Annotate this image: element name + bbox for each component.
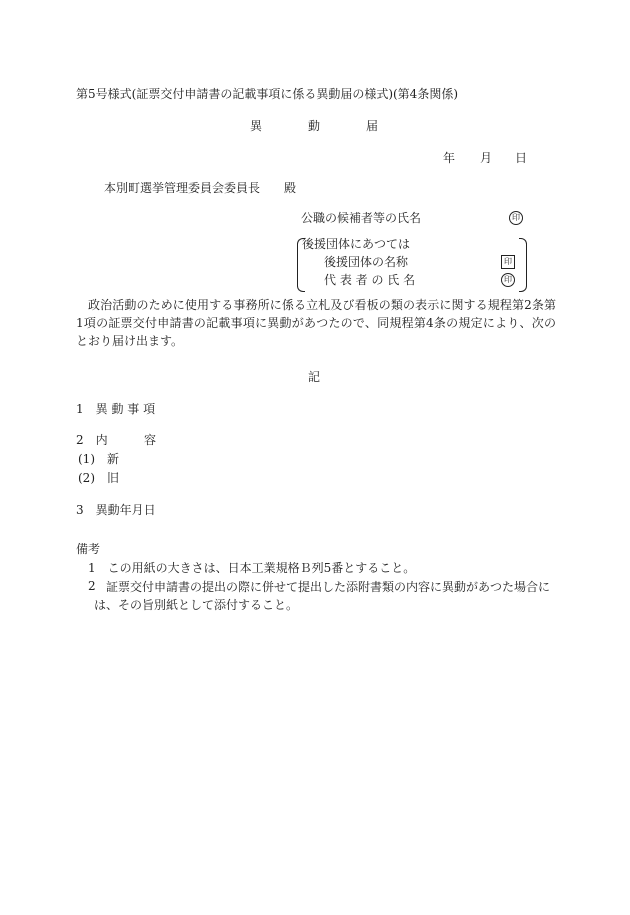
remarks-heading: 備考 [76, 542, 101, 556]
title-char-1: 異 [250, 119, 263, 133]
seal-mark: 印 [501, 255, 515, 269]
item-3: 3 異動年月日 [76, 503, 156, 517]
remark-2: 証票交付申請書の提出の際に併せて提出した添附書類の内容に異動があつた場合には、その旨別紙として添付すること。 [94, 580, 551, 612]
support-group-intro: 後援団体にあつては [302, 237, 411, 251]
support-group-name-label: 後援団体の名称 [324, 255, 409, 269]
form-header: 第5号様式(証票交付申請書の記載事項に係る異動届の様式)(第4条関係) [76, 87, 458, 101]
representative-label: 代 表 者 の 氏 名 [324, 273, 416, 287]
seal-mark: 印 [509, 211, 523, 225]
date-day: 日 [515, 151, 528, 165]
ki-heading: 記 [308, 370, 321, 384]
seal-mark: 印 [501, 273, 515, 287]
sub-item-2: (2) 旧 [78, 471, 119, 485]
item-2-end: 容 [144, 433, 157, 447]
title-char-2: 動 [308, 119, 321, 133]
item-2: 2 内 [76, 433, 108, 447]
item-1: 1 異 動 事 項 [76, 402, 156, 416]
body-text: 政治活動のために使用する事務所に係る立札及び看板の類の表示に関する規程第2条第1項の証票交付申請書の記載事項に異動があつたので、同規程第4条の規定により、次のとおり届け出ます。 [76, 298, 556, 348]
remark-2-num: 2 [88, 579, 96, 593]
right-bracket [519, 238, 527, 292]
remark-1: 1 この用紙の大きさは、日本工業規格Ｂ列5番とすること。 [88, 561, 416, 575]
title-char-3: 届 [366, 119, 379, 133]
sub-item-1: (1) 新 [78, 452, 119, 466]
applicant-label: 公職の候補者等の氏名 [301, 211, 422, 225]
date-month: 月 [480, 151, 493, 165]
date-year: 年 [443, 151, 456, 165]
addressee: 本別町選挙管理委員会委員長 殿 [104, 181, 297, 195]
